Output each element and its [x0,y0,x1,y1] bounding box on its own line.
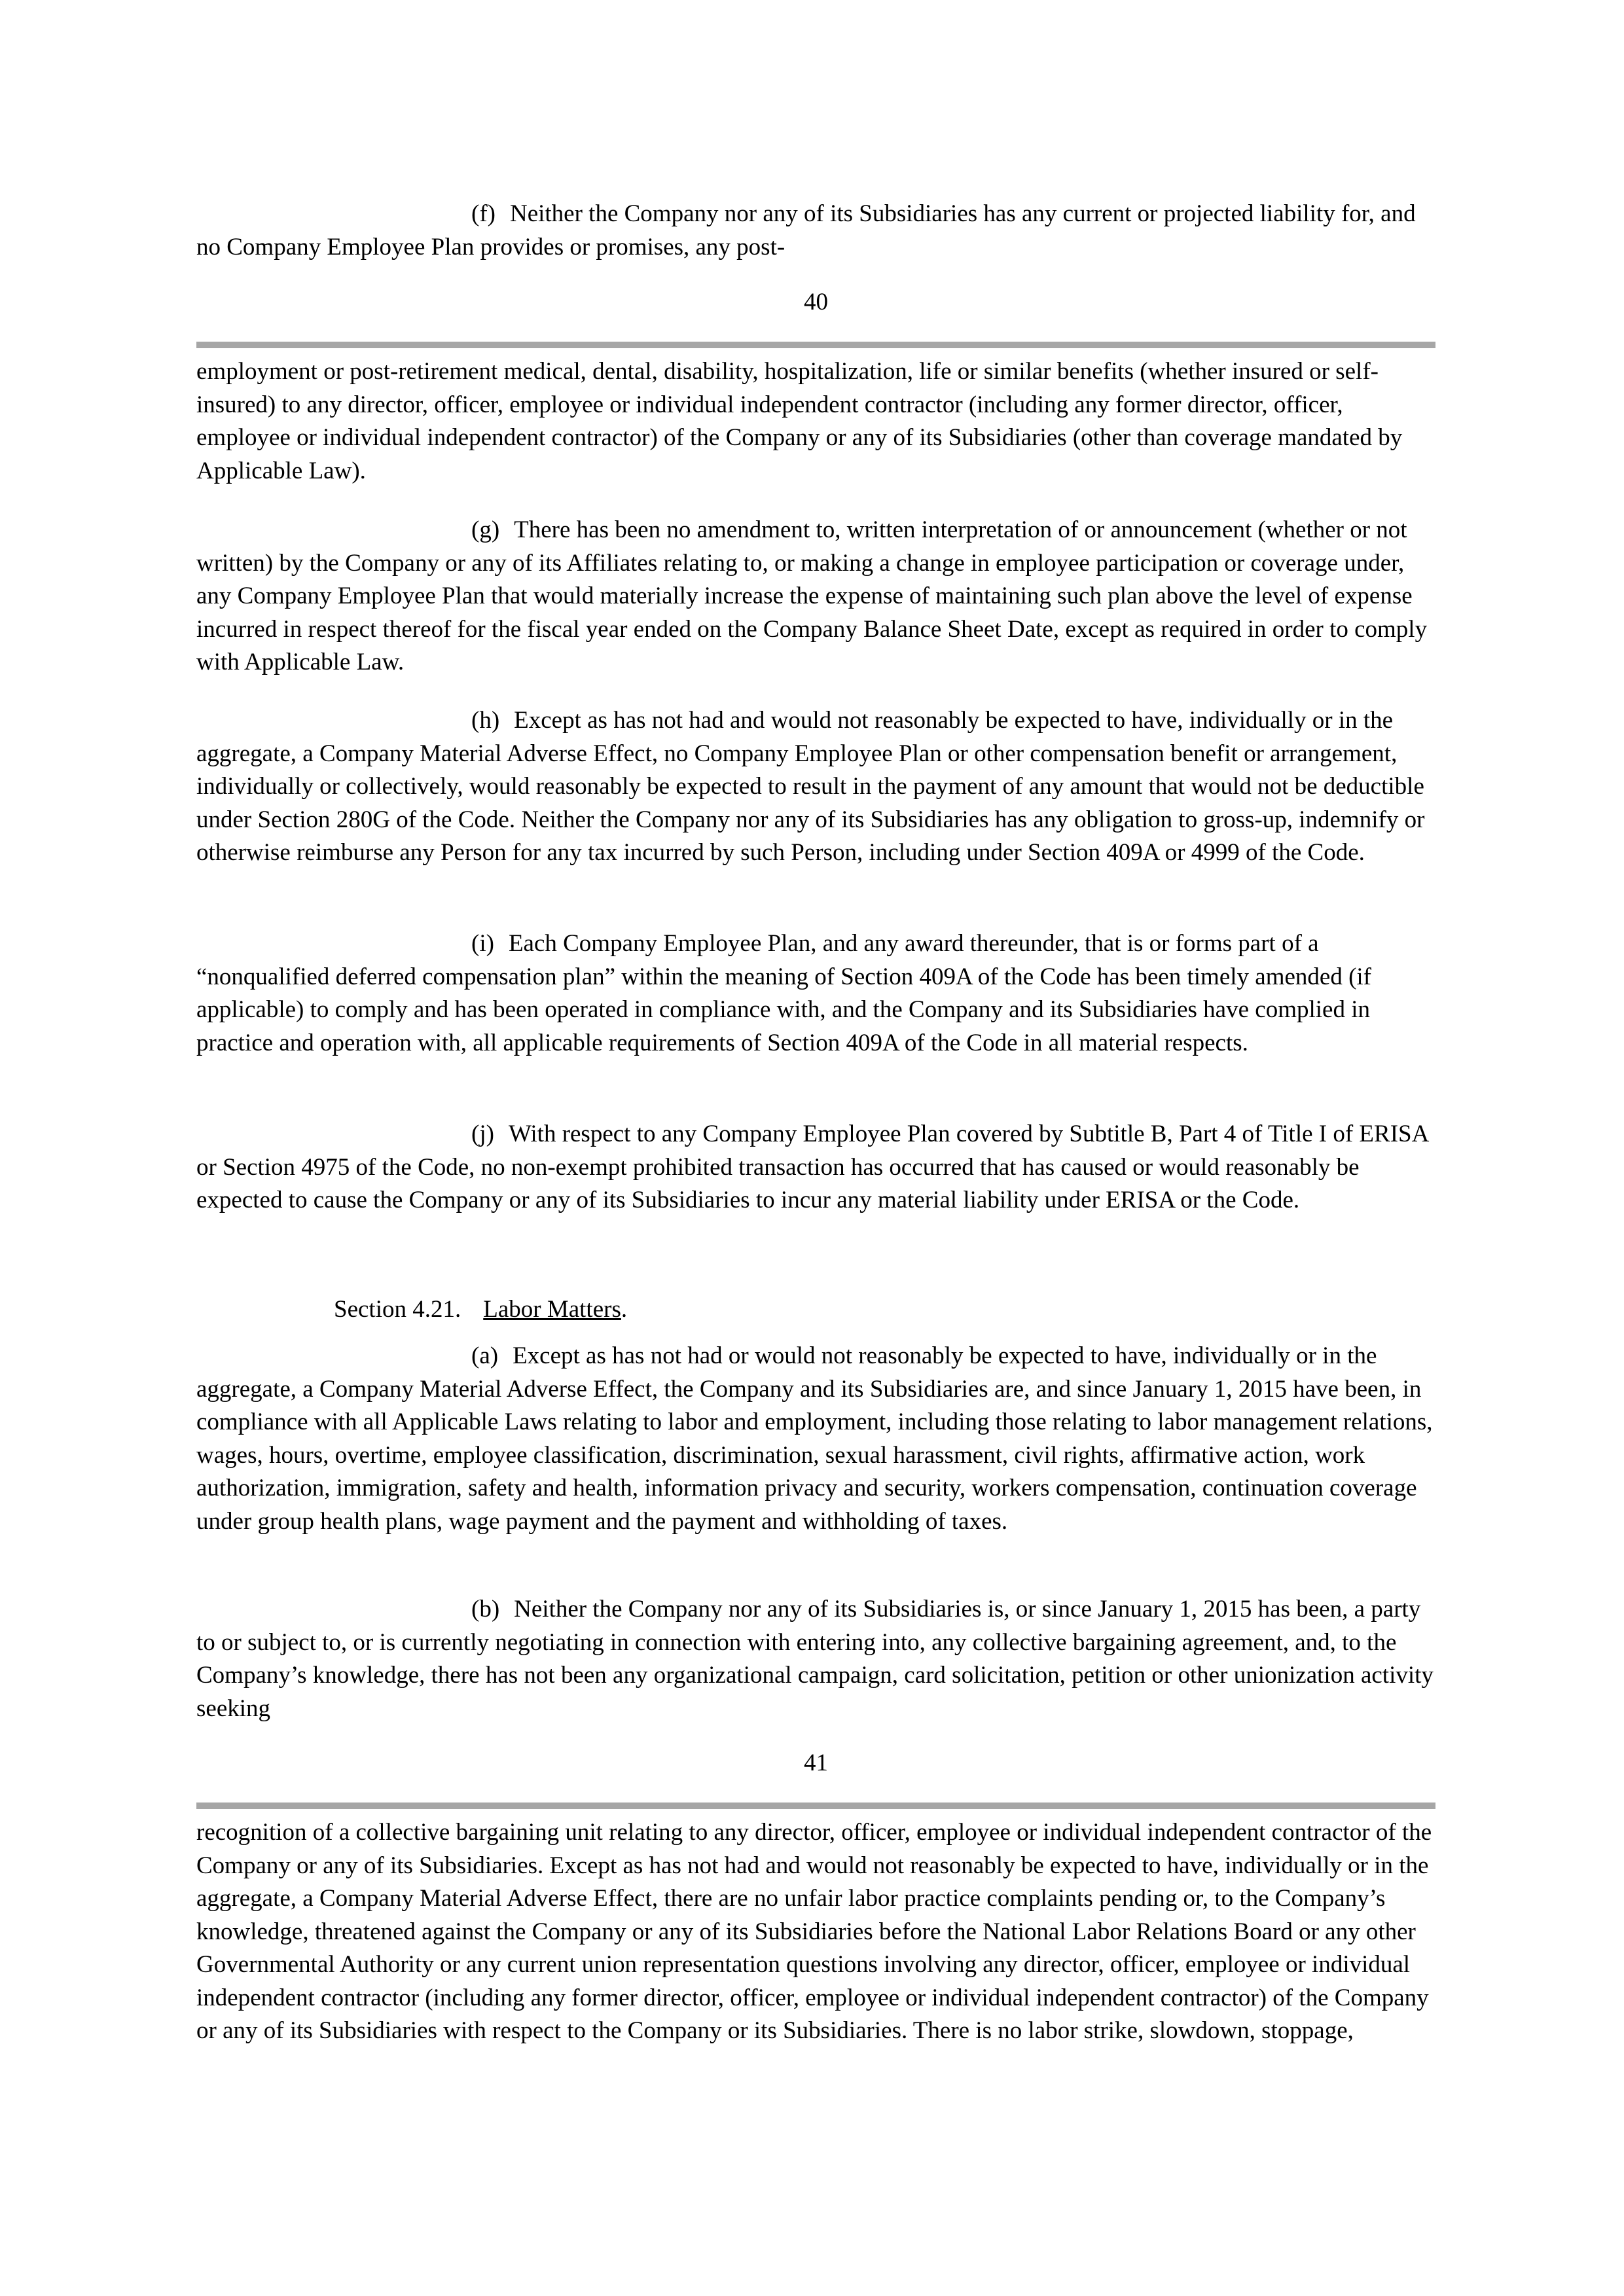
paragraph-text: Neither the Company nor any of its Subsidiaries has any current or projected liability for, and no Company Employee Plan provides or promises, any post- [196,200,1416,260]
paragraph-text: recognition of a collective bargaining unit relating to any director, officer, employee or individual independent contractor of the Company or any of its Subsidiaries. Except as has not had and would not reasonably be expected to have, individually or in the aggregate, a Company Material Adverse Effect, there are no unfair labor practice complaints pending or, to the Company’s knowledge, threatened against the Company or any of its Subsidiaries before the National Labor Relations Board or any other Governmental Authority or any current union representation questions involving any director, officer, employee or individual independent contractor (including any former director, officer, employee or individual independent contractor) of the Company or any of its Subsidiaries with respect to the Company or its Subsidiaries. There is no labor strike, slowdown, stoppage, [196,1819,1432,2044]
section-number: Section 4.21. [334,1296,461,1323]
paragraph-text: Neither the Company nor any of its Subsidiaries is, or since January 1, 2015 has been, a party to or subject to, or is currently negotiating in connection with entering into, any collective bargaining agreement, and, to the Company’s knowledge, there has not been any organizational campaign, card solicitation, petition or other unionization activity seeking [196,1596,1434,1722]
paragraph-i [196,927,1435,1060]
section-title-period: . [621,1296,628,1323]
page-number: 41 [804,1749,828,1776]
paragraph-label: (a) [471,1342,499,1369]
paragraph-label: (j) [471,1121,494,1147]
paragraph-f [196,198,1435,264]
section-heading [334,1293,627,1327]
paragraph-j [196,1118,1435,1217]
paragraph-text: Each Company Employee Plan, and any award thereunder, that is or forms part of a “nonqualified deferred compensation plan” within the meaning of Section 409A of the Code has been timely amended (if applicable) to comply and has been operated in compliance with, and the Company and its Subsidiaries have complied in practice and operation with, all applicable requirements of Section 409A of the Code in all material respects. [196,930,1371,1056]
paragraph-b [196,1593,1435,1725]
paragraph-label: (i) [471,930,494,957]
page-break-rule [196,342,1435,348]
paragraph-a [196,1340,1435,1538]
page-break-rule [196,1803,1435,1809]
paragraph-b-continued [196,1816,1435,2048]
paragraph-text: With respect to any Company Employee Plan covered by Subtitle B, Part 4 of Title I of ERISA or Section 4975 of the Code, no non-exempt prohibited transaction has occurred that has caused or would reasonably be expected to cause the Company or any of its Subsidiaries to incur any material liability under ERISA or the Code. [196,1121,1428,1213]
paragraph-h [196,704,1435,870]
paragraph-label: (f) [471,200,496,227]
paragraph-text: Except as has not had or would not reasonably be expected to have, individually or in the aggregate, a Company Material Adverse Effect, the Company and its Subsidiaries are, and since January 1, 2015 have been, in compliance with all Applicable Laws relating to labor and employment, including those relating to labor management relations, wages, hours, overtime, employee classification, discrimination, sexual harassment, civil rights, affirmative action, work authorization, immigration, safety and health, information privacy and security, workers compensation, continuation coverage under group health plans, wage payment and the payment and withholding of taxes. [196,1342,1433,1535]
paragraph-label: (h) [471,707,500,734]
paragraph-text: Except as has not had and would not reasonably be expected to have, individually or in the aggregate, a Company Material Adverse Effect, no Company Employee Plan or other compensation benefit or arrangement, individually or collectively, would reasonably be expected to result in the payment of any amount that would not be deductible under Section 280G of the Code. Neither the Company nor any of its Subsidiaries has any obligation to gross-up, indemnify or otherwise reimburse any Person for any tax incurred by such Person, including under Section 409A or 4999 of the Code. [196,707,1425,866]
paragraph-f-continued [196,355,1435,488]
paragraph-label: (g) [471,516,500,543]
paragraph-text: There has been no amendment to, written interpretation of or announcement (whether or not written) by the Company or any of its Affiliates relating to, or making a change in employee participation or coverage under, any Company Employee Plan that would materially increase the expense of maintaining such plan above the level of expense incurred in respect thereof for the fiscal year ended on the Company Balance Sheet Date, except as required in order to comply with Applicable Law. [196,516,1428,675]
paragraph-label: (b) [471,1596,500,1623]
page-number: 40 [804,289,828,315]
section-title: Labor Matters [483,1296,621,1323]
paragraph-g [196,514,1435,679]
paragraph-text: employment or post-retirement medical, dental, disability, hospitalization, life or similar benefits (whether insured or self-insured) to any director, officer, employee or individual independent contractor (including any former director, officer, employee or individual independent contractor) of the Company or any of its Subsidiaries (other than coverage mandated by Applicable Law). [196,358,1403,484]
